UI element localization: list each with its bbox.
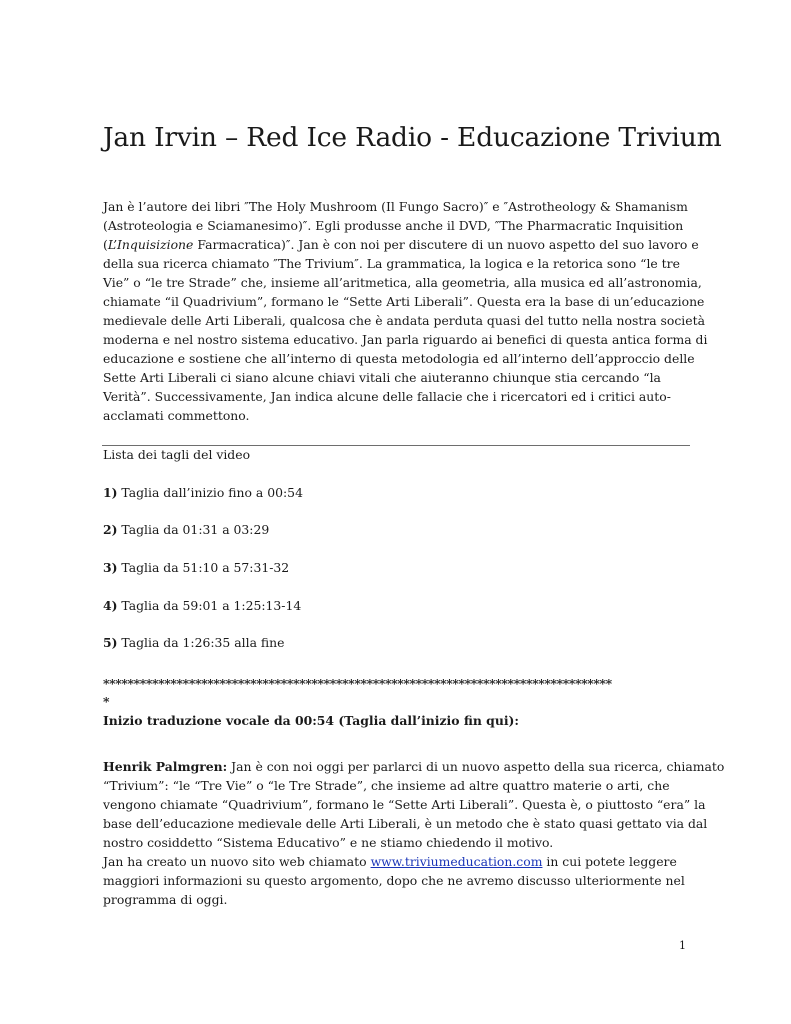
transcript-line-8: programma di oggi. [103,892,228,907]
transcript-line-1 [103,757,725,776]
transcript-paragraph [103,757,725,909]
transcript-line-6 [103,852,693,871]
transcript-line-1-text: Jan è con noi oggi per parlarci di un nuovo aspetto della sua ricerca, chiamato [227,759,725,774]
intro-line-10: Sette Arti Liberali ci siano alcune chiavi vitali che aiuteranno chiunque stia cercando “la [103,370,661,385]
transcript-line-6-post: in cui potete leggere [542,854,677,869]
cut-text: Taglia da 1:26:35 alla fine [117,635,285,650]
intro-line-4: della sua ricerca chiamato ″The Trivium″. La grammatica, la logica e la retorica sono “le tre [103,256,680,271]
asterisk-line: *********************************************************************************** [103,676,612,691]
document-title: Jan Irvin – Red Ice Radio - Educazione Trivium [103,122,722,153]
cut-text: Taglia da 01:31 a 03:29 [117,522,270,537]
asterisk-tail: * [103,694,110,709]
transcript-line-7: maggiori informazioni su questo argomento, dopo che ne avremo discusso ulteriormente nel [103,873,685,888]
asterisk-separator [103,675,612,711]
translation-start-heading: Inizio traduzione vocale da 00:54 (Taglia dall’inizio fin qui): [103,713,519,728]
cut-item-4 [103,597,301,615]
intro-line-3-rest: Farmacratica)″. Jan è con noi per discutere di un nuovo aspetto del suo lavoro e [193,237,699,252]
intro-line-11: Verità”. Successivamente, Jan indica alcune delle fallacie che i ricercatori ed i critici auto- [103,389,671,404]
intro-line-3 [103,235,699,254]
cut-number: 4) [103,598,118,613]
intro-line-9: educazione e sostiene che all’interno di questa metodologia ed all’interno dell’approccio delle [103,351,695,366]
intro-paragraph [103,197,708,425]
cuts-heading: Lista dei tagli del video [103,447,251,462]
cut-text: Taglia dall’inizio fino a 00:54 [117,485,303,500]
page-number: 1 [679,939,686,952]
intro-line-8: moderna e nel nostro sistema educativo. Jan parla riguardo ai benefici di questa antica forma di [103,332,708,347]
trivium-education-link[interactable]: www.triviumeducation.com [370,854,543,869]
intro-italic-title: L’Inquisizione [107,237,194,252]
transcript-line-4: base dell’educazione medievale delle Arti Liberali, è un metodo che è stato quasi gettato via dal [103,816,708,831]
cut-text: Taglia da 51:10 a 57:31-32 [117,560,290,575]
transcript-line-3: vengono chiamate “Quadrivium”, formano le “Sette Arti Liberali”. Questa è, o piuttosto “era” la [103,797,706,812]
cut-number: 1) [103,485,118,500]
intro-line-2: (Astroteologia e Sciamanesimo)″. Egli produsse anche il DVD, ″The Pharmacratic Inquisition [103,218,684,233]
intro-line-6: chiamate “il Quadrivium”, formano le “Sette Arti Liberali”. Questa era la base di un’educazione [103,294,705,309]
cut-number: 5) [103,635,118,650]
intro-line-3-open: ( [103,237,108,252]
cut-number: 2) [103,522,118,537]
cut-text: Taglia da 59:01 a 1:25:13-14 [117,598,302,613]
cut-item-3 [103,559,289,577]
transcript-line-6-pre: Jan ha creato un nuovo sito web chiamato [103,854,371,869]
speaker-name: Henrik Palmgren: [103,759,228,774]
transcript-line-2: “Trivium”: “le “Tre Vie” o “le Tre Strade”, che insieme ad altre quattro materie o arti, che [103,778,670,793]
intro-line-12: acclamati commettono. [103,408,250,423]
intro-line-5: Vie” o “le tre Strade” che, insieme all’aritmetica, alla geometria, alla musica ed all’astronomia, [103,275,702,290]
cut-item-2 [103,521,269,539]
cut-number: 3) [103,560,118,575]
cut-item-1 [103,484,303,502]
cut-item-5 [103,634,284,652]
intro-line-1: Jan è l’autore dei libri ″The Holy Mushroom (Il Fungo Sacro)″ e ″Astrotheology & Shamanism [103,199,688,214]
transcript-line-5: nostro cosiddetto “Sistema Educativo” e ne stiamo chiedendo il motivo. [103,835,554,850]
intro-line-7: medievale delle Arti Liberali, qualcosa che è andata perduta quasi del tutto nella nostra società [103,313,705,328]
